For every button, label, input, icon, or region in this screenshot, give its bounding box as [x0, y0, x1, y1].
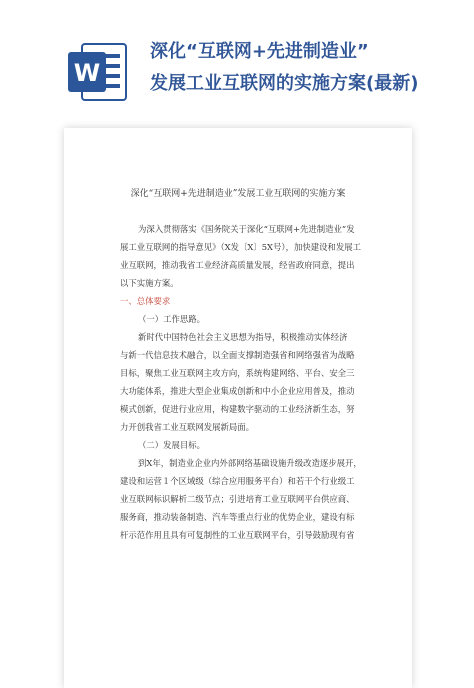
- text-line: 新时代中国特色社会主义思想为指导，积极推动实体经济: [138, 332, 348, 342]
- document-body: [120, 220, 360, 544]
- text-line: 力开创我省工业互联网发展新局面。: [120, 422, 254, 432]
- text-line: 业互联网，推动我省工业经济高质量发展，经省政府同意，提出: [120, 260, 355, 270]
- banner-title: [150, 36, 470, 100]
- work-idea-paragraph: [120, 328, 360, 436]
- text-line: 目标，聚焦工业互联网主攻方向，系统构建网络、平台、安全三: [120, 368, 355, 378]
- document-title: 深化“互联网+先进制造业”发展工业互联网的实施方案: [130, 189, 346, 199]
- text-line: 大功能体系，推进大型企业集成创新和中小企业应用普及，推动: [120, 386, 355, 396]
- text-line: 为深入贯彻落实《国务院关于深化“互联网+先进制造业”发: [138, 224, 355, 234]
- text-line: 业互联网标识解析二级节点；引进培育工业互联网平台供应商、: [120, 494, 355, 504]
- banner-title-line1: 深化“互联网+先进制造业”: [150, 41, 369, 62]
- document-page: [64, 128, 412, 688]
- text-line: 展工业互联网的指导意见》（X发〔X〕5X号），加快建设和发展工: [120, 242, 361, 252]
- word-logo-letter: W: [73, 59, 101, 87]
- intro-paragraph: [120, 220, 360, 292]
- banner-title-line2: 发展工业互联网的实施方案(最新): [150, 73, 419, 94]
- text-line: 到X年，制造业企业内外部网络基础设施升级改造逐步展开，: [138, 458, 362, 468]
- text-line: 以下实施方案。: [120, 278, 179, 288]
- subsection-heading: （一）工作思路。: [138, 314, 205, 324]
- goals-paragraph: [120, 454, 360, 544]
- text-line: 模式创新，促进行业应用，构建数字驱动的工业经济新生态，努: [120, 404, 355, 414]
- text-line: 与新一代信息技术融合，以全面支撑制造强省和网络强省为战略: [120, 350, 355, 360]
- banner: [0, 0, 474, 120]
- word-document-icon: [66, 40, 130, 104]
- text-line: 建设和运营１个区域级（综合应用服务平台）和若干个行业级工: [120, 476, 355, 486]
- text-line: 服务商，推动装备制造、汽车等重点行业的优势企业，建设有标: [120, 512, 355, 522]
- section-heading: 一、总体要求: [120, 296, 171, 306]
- subsection-heading: （二）发展目标。: [138, 440, 205, 450]
- text-line: 杆示范作用且具有可复制性的工业互联网平台，引导鼓励现有省: [120, 530, 355, 540]
